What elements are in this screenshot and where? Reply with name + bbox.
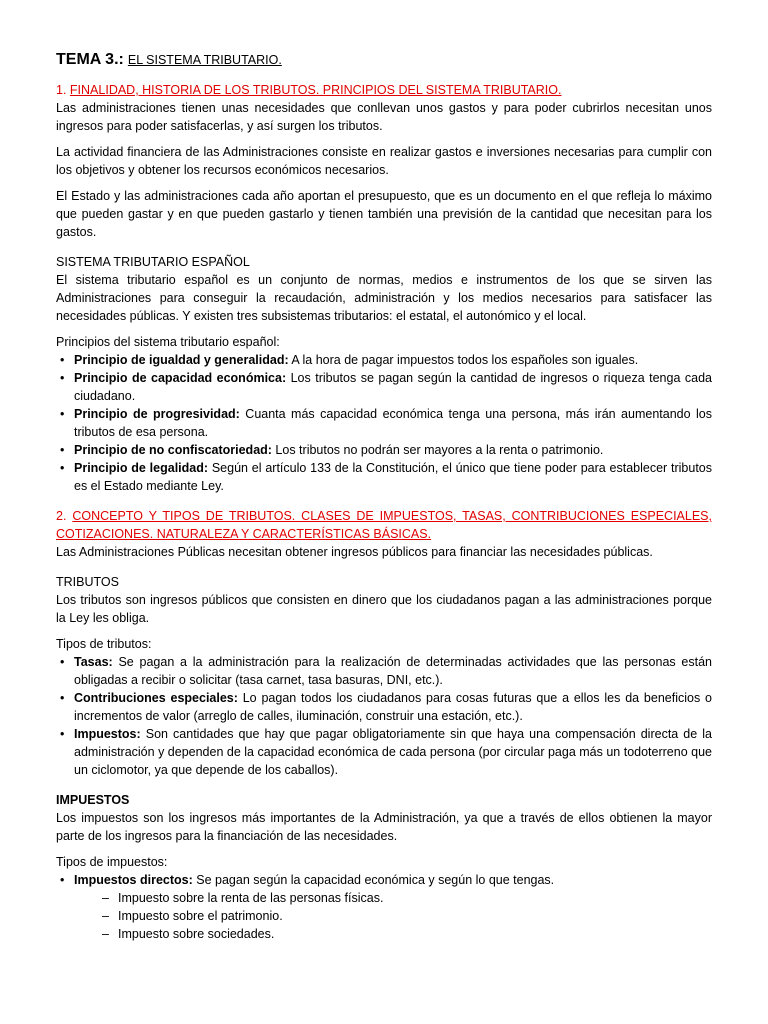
principle-term: Principio de no confiscatoriedad: [74,443,272,457]
impuestos-paragraph: Los impuestos son los ingresos más importantes de la Administración, ya que a través de ellos obtienen la mayor parte de los ingresos para la financiación de las necesidades. [56,811,712,843]
tributos-heading: TRIBUTOS [56,575,119,589]
tributo-text: Son cantidades que hay que pagar obligatoriamente sin que haya una compensación directa de la administración y dependen de la capacidad económica de cada persona (por circular paga más un todoterreno que un ciclomotor, ya que depende de los caballos). [74,727,712,777]
impuesto-term: Impuestos directos: [74,873,193,887]
tributo-text: Lo pagan todos los ciudadanos para cosas futuras que a ellos les da beneficios o incrementos de valor (arreglo de calles, iluminación, construir una estación, etc.). [74,691,712,723]
impuestos-directos-list [56,889,712,943]
section-1-paragraph: La actividad financiera de las Administraciones consiste en realizar gastos e inversiones necesarias para cumplir con los objetivos y obtener los recursos económicos necesarios. [56,145,712,177]
list-item [74,689,712,725]
tributo-term: Impuestos: [74,727,141,741]
tributo-text: Se pagan a la administración para la realización de determinadas actividades que las personas están obligadas a recibir o solicitar (tasa carnet, tasa basuras, DNI, etc.). [74,655,712,687]
list-item [74,871,712,889]
section-2-paragraph: Las Administraciones Públicas necesitan obtener ingresos públicos para financiar las necesidades públicas. [56,545,653,559]
principle-term: Principio de legalidad: [74,461,209,475]
principles-list [56,351,712,495]
principle-text: Cuanta más capacidad económica tenga una persona, más irán aumentando los tributos de esa persona. [74,407,713,439]
section-1-paragraph: El sistema tributario español es un conjunto de normas, medios e instrumentos de los que se sirven las Administraciones para conseguir la recaudación, administración y los medios necesarios para satisfacer las necesidades públicas. Y existen tres subsistemas tributarios: el estatal, el autonómico y el local. [56,273,712,323]
title-label: TEMA 3.: [56,51,124,68]
tipos-impuestos-list [56,871,712,889]
impuesto-text: Se pagan según la capacidad económica y según lo que tengas. [192,873,555,887]
list-item [74,653,712,689]
sistema-tributario-heading: SISTEMA TRIBUTARIO ESPAÑOL [56,255,250,269]
tipos-impuestos-intro: Tipos de impuestos: [56,855,168,869]
section-2-heading [56,507,712,543]
list-item [74,441,712,459]
section-1-heading [56,81,712,99]
list-item: – Impuesto sobre el patrimonio. [118,907,712,925]
principle-text: Los tributos se pagan según la cantidad de ingresos o riqueza tenga cada ciudadano. [74,371,712,403]
title-text: EL SISTEMA TRIBUTARIO. [127,53,282,67]
list-item [74,405,712,441]
list-item [74,459,712,495]
list-item [74,369,712,405]
list-item [74,351,712,369]
section-1-number: 1. [56,83,67,97]
page-title [56,49,712,71]
principle-term: Principio de capacidad económica: [74,371,287,385]
tributos-paragraph: Los tributos son ingresos públicos que consisten en dinero que los ciudadanos pagan a las administraciones porque la Ley les obliga. [56,593,712,625]
list-item: – Impuesto sobre sociedades. [118,925,712,943]
tributo-term: Contribuciones especiales: [74,691,238,705]
list-item: – Impuesto sobre la renta de las personas físicas. [118,889,712,907]
principle-term: Principio de igualdad y generalidad: [74,353,289,367]
tipos-tributos-intro: Tipos de tributos: [56,637,152,651]
section-2-heading-text: CONCEPTO Y TIPOS DE TRIBUTOS. CLASES DE IMPUESTOS, TASAS, CONTRIBUCIONES ESPECIALES, COTIZACIONES. NATURALEZA Y CARACTERÍSTICAS BÁSICAS. [56,509,712,541]
tipos-tributos-list [56,653,712,779]
principle-term: Principio de progresividad: [74,407,240,421]
section-2-number: 2. [56,509,67,523]
principles-intro: Principios del sistema tributario español: [56,335,280,349]
section-1-paragraph: El Estado y las administraciones cada año aportan el presupuesto, que es un documento en el que refleja lo máximo que pueden gastar y en que pueden gastarlo y tienen también una previsión de la cantidad que necesitan para los gastos. [56,189,712,239]
principle-text: Según el artículo 133 de la Constitución, el único que tiene poder para establecer tributos es el Estado mediante Ley. [74,461,712,493]
impuestos-heading: IMPUESTOS [56,793,130,807]
principle-text: A la hora de pagar impuestos todos los españoles son iguales. [288,353,639,367]
tributo-term: Tasas: [74,655,113,669]
section-1-paragraph: Las administraciones tienen unas necesidades que conllevan unos gastos y para poder cubrirlos necesitan unos ingresos para poder satisfacerlas, y así surgen los tributos. [56,101,712,133]
list-item [74,725,712,779]
section-1-heading-text: FINALIDAD, HISTORIA DE LOS TRIBUTOS. PRINCIPIOS DEL SISTEMA TRIBUTARIO. [69,83,562,97]
principle-text: Los tributos no podrán ser mayores a la renta o patrimonio. [271,443,604,457]
